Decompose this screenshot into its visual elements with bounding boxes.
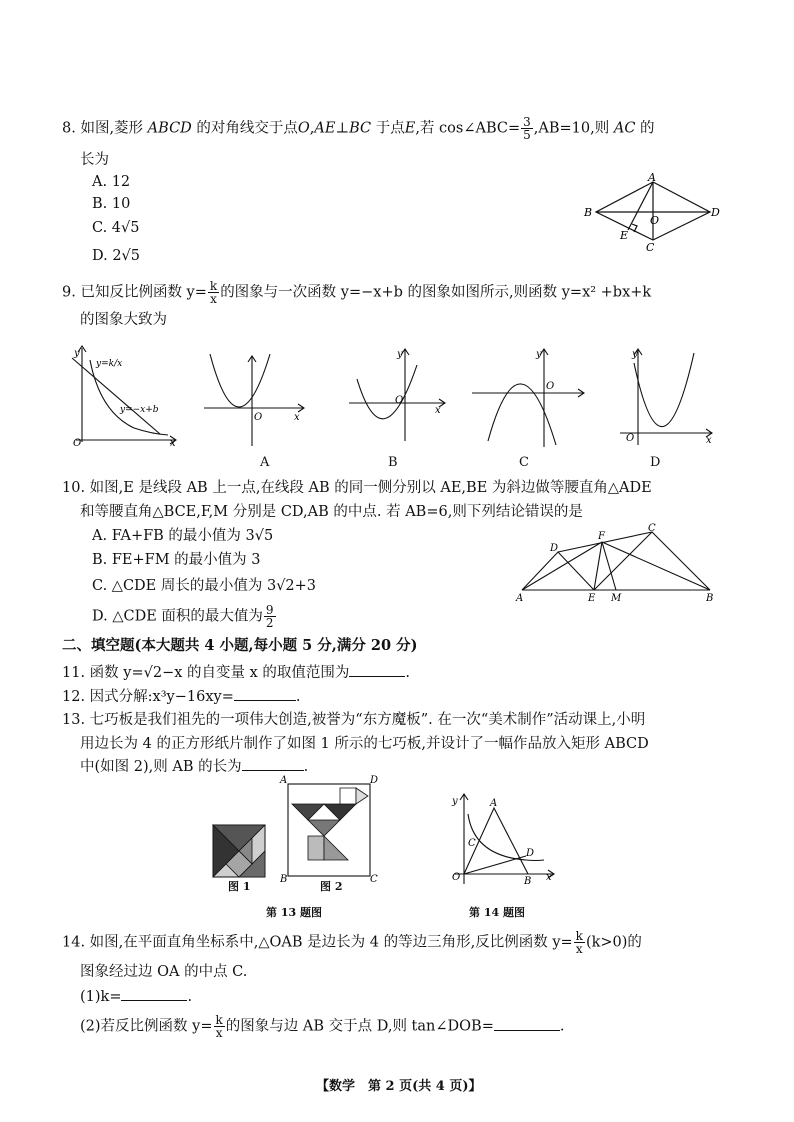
- q8-label-o: O: [650, 214, 660, 227]
- q9-option-b-label: B: [388, 455, 398, 470]
- q14-part2-answer-blank[interactable]: [494, 1016, 560, 1031]
- q13-tangram-figure-1: [212, 824, 266, 878]
- q9-stem: 9. 已知反比例函数 y= $\frac{k}{x}$ 的图象与一次函数 y=−x+b 的图象如图所示,则函数 y=x² +bx+k: [62, 279, 652, 306]
- q14-caption: 第 14 题图: [469, 906, 525, 919]
- q9-option-c-label: C: [519, 455, 529, 470]
- q14-label-x: x: [546, 872, 552, 883]
- section-2-heading: 二、填空题(本大题共 4 小题,每小题 5 分,满分 20 分): [62, 637, 418, 654]
- q13-stem-line1: 13. 七巧板是我们祖先的一项伟大创造,被誉为“东方魔板”. 在一次“美术制作”活动课上,小明: [62, 712, 646, 728]
- q13-caption: 第 13 题图: [266, 906, 322, 919]
- svg-text:O: O: [254, 412, 263, 423]
- q10-option-a: A. FA+FB 的最小值为 3√5: [92, 528, 274, 544]
- q8-option-a: A. 12: [92, 174, 131, 190]
- q9-curve-label: y=k/x: [96, 359, 123, 369]
- q14-label-d: D: [526, 848, 535, 859]
- svg-text:x: x: [294, 412, 300, 423]
- q9-option-a-label: A: [260, 455, 270, 470]
- q10-label-c: C: [648, 523, 656, 534]
- q8-label-d: D: [711, 206, 720, 219]
- svg-text:O: O: [395, 395, 404, 406]
- q10-label-f: F: [598, 531, 605, 542]
- q10-option-d: D. △CDE 面积的最大值为 $\frac{9}{2}$: [92, 603, 274, 630]
- q14-label-c: C: [468, 838, 476, 849]
- q14-stem-line1: 14. 如图,在平面直角坐标系中,△OAB 是边长为 4 的等边三角形,反比例函数 y= $\frac{k}{x}$ (k>0)的: [62, 929, 642, 956]
- q8-stem: 8. 如图,菱形 ABCD 的对角线交于点O,AE⊥BC 于点E,若 cos∠ABC= $\frac{3}{5}$ ,AB=10,则 AC 的: [62, 115, 655, 142]
- q8-rhombus-figure: [580, 172, 720, 252]
- q8-fraction: $\frac{3}{5}$: [523, 115, 531, 142]
- q8-label-b: B: [584, 206, 593, 219]
- svg-text:y: y: [632, 349, 638, 360]
- q10-option-b: B. FE+FM 的最小值为 3: [92, 552, 261, 568]
- q11: 11. 函数 y=√2−x 的自变量 x 的取值范围为 .: [62, 662, 410, 683]
- q9-line-label: y=−x+b: [120, 405, 159, 415]
- q13-label-c: C: [370, 874, 378, 884]
- q9-graph-d: [612, 345, 716, 449]
- q12: 12. 因式分解:x³y−16xy= .: [62, 686, 300, 707]
- q14-label-a: A: [490, 798, 498, 809]
- q8-label-a: A: [648, 172, 656, 184]
- q10-label-a: A: [516, 593, 524, 604]
- q8-option-b: B. 10: [92, 196, 131, 212]
- q13-tangram-figure-2: [278, 774, 380, 884]
- q14-fraction: $\frac{k}{x}$: [575, 929, 583, 956]
- q8-label-c: C: [646, 241, 655, 252]
- q10-triangle-figure: [514, 522, 720, 604]
- q10-label-m: M: [611, 593, 622, 604]
- q9-stem-line2: 的图象大致为: [80, 312, 167, 328]
- q13-stem-line3: 中(如图 2),则 AB 的长为 .: [80, 756, 308, 777]
- q13-fig2-caption: 图 2: [320, 880, 343, 893]
- q9-graph-c: [468, 345, 588, 449]
- q8-label-e: E: [620, 229, 629, 242]
- q13-stem-line2: 用边长为 4 的正方形纸片制作了如图 1 所示的七巧板,并设计了一幅作品放入矩形 ABCD: [80, 736, 649, 752]
- q9-main-x: x: [170, 438, 176, 448]
- q14-part1: (1)k= .: [80, 986, 192, 1007]
- q9-fraction: $\frac{k}{x}$: [209, 279, 218, 306]
- q13-label-a: A: [280, 775, 288, 786]
- q10-label-d: D: [550, 543, 559, 554]
- q9-main-y: y: [74, 348, 80, 359]
- q13-label-b: B: [280, 874, 288, 884]
- q14-coordinate-figure: [444, 790, 560, 886]
- svg-text:y: y: [397, 349, 403, 360]
- q10-label-b: B: [706, 593, 714, 604]
- q14-label-o: O: [452, 872, 461, 883]
- q10-option-d-fraction: $\frac{9}{2}$: [265, 603, 274, 630]
- svg-text:O: O: [626, 433, 635, 444]
- q11-answer-blank[interactable]: [349, 662, 405, 677]
- q9-main-origin: O: [73, 438, 82, 448]
- q9-option-d-label: D: [650, 455, 661, 470]
- q9-main-graph: [62, 342, 180, 448]
- q8-stem-line2: 长为: [80, 152, 109, 168]
- q10-stem-line1: 10. 如图,E 是线段 AB 上一点,在线段 AB 的同一侧分别以 AE,BE 为斜边做等腰直角△ADE: [62, 480, 652, 496]
- page-footer: 【数学 第 2 页(共 4 页)】: [316, 1079, 482, 1094]
- q14-part1-answer-blank[interactable]: [121, 986, 187, 1001]
- q8-option-d: D. 2√5: [92, 248, 141, 264]
- svg-text:x: x: [706, 435, 712, 446]
- q14-label-b: B: [524, 876, 532, 886]
- q13-label-d: D: [370, 775, 379, 786]
- svg-text:x: x: [435, 405, 441, 416]
- svg-text:O: O: [546, 381, 555, 392]
- q10-option-c: C. △CDE 周长的最小值为 3√2+3: [92, 578, 317, 594]
- q14-stem-line2: 图象经过边 OA 的中点 C.: [80, 964, 248, 980]
- q14-part2: (2)若反比例函数 y= $\frac{k}{x}$ 的图象与边 AB 交于点 D,则 tan∠DOB= .: [80, 1013, 565, 1040]
- q13-answer-blank[interactable]: [242, 756, 304, 771]
- q9-graph-b: [345, 345, 455, 445]
- q12-answer-blank[interactable]: [234, 686, 296, 701]
- q14-label-y: y: [452, 796, 458, 807]
- q13-fig1-caption: 图 1: [228, 880, 251, 893]
- q8-option-c: C. 4√5: [92, 220, 140, 236]
- q10-label-e: E: [588, 593, 596, 604]
- q10-stem-line2: 和等腰直角△BCE,F,M 分别是 CD,AB 的中点. 若 AB=6,则下列结论错误的是: [80, 504, 583, 520]
- q9-graph-a: [200, 350, 310, 450]
- q14-part2-fraction: $\frac{k}{x}$: [215, 1013, 223, 1040]
- svg-text:y: y: [536, 349, 542, 360]
